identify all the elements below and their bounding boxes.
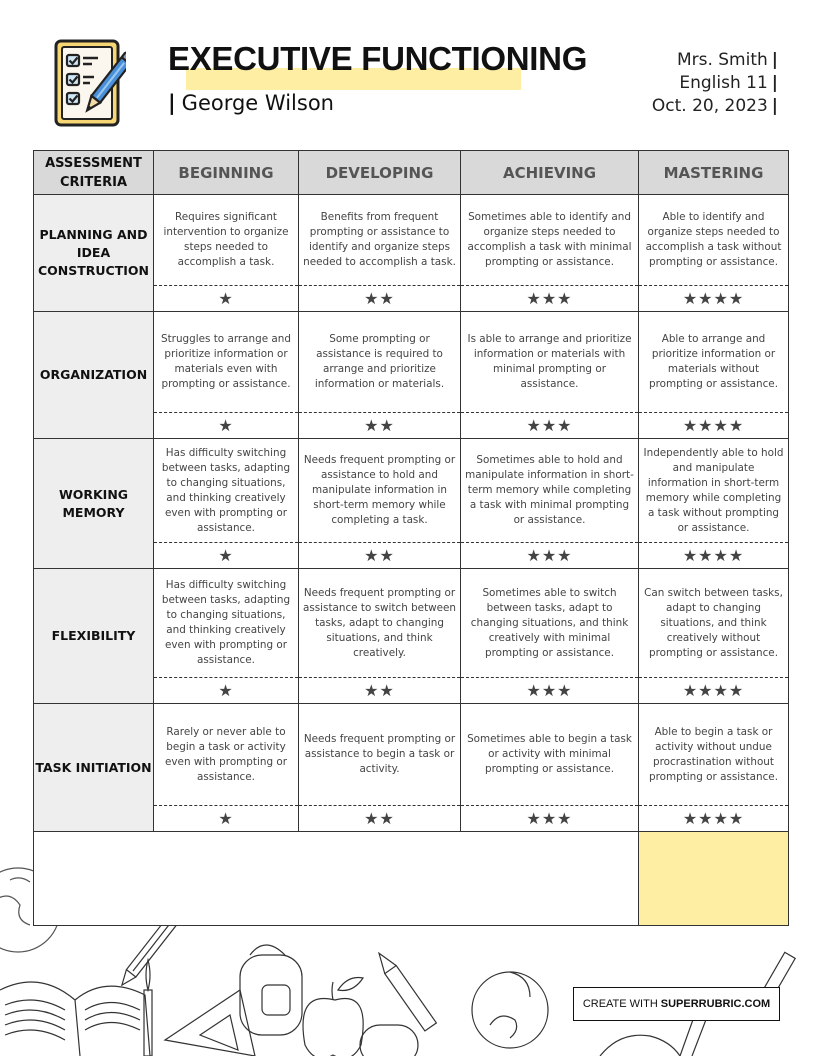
criterion-task-initiation: TASK INITIATION — [34, 704, 154, 832]
backpack-icon — [360, 1025, 418, 1056]
star-rating-4[interactable]: ★★★★ — [639, 413, 789, 439]
level-description[interactable]: Independently able to hold and manipulate information in short-term memory while completing a task without prompting or assistance. — [639, 439, 789, 543]
level-description[interactable]: Sometimes able to switch between tasks, adapt to changing situations, and think creatively with minimal prompting or assistance. — [461, 569, 639, 678]
column-header-developing: DEVELOPING — [299, 151, 461, 195]
level-description[interactable]: Struggles to arrange and prioritize information or materials even with prompting or assistance. — [154, 312, 299, 413]
rubric-header-row — [34, 151, 789, 195]
star-rating-1[interactable]: ★ — [154, 678, 299, 704]
star-rating-1[interactable]: ★ — [154, 413, 299, 439]
star-rating-2[interactable]: ★★ — [299, 286, 461, 312]
level-description[interactable]: Rarely or never able to begin a task or activity even with prompting or assistance. — [154, 704, 299, 806]
level-description[interactable]: Benefits from frequent prompting or assistance to identify and organize steps needed to accomplish a task. — [299, 195, 461, 286]
course-line — [652, 72, 778, 95]
star-rating-3[interactable]: ★★★ — [461, 678, 639, 704]
column-header-mastering: MASTERING — [639, 151, 789, 195]
star-rating-3[interactable]: ★★★ — [461, 806, 639, 832]
level-description[interactable]: Sometimes able to identify and organize steps needed to accomplish a task with minimal prompting or assistance. — [461, 195, 639, 286]
book-icon — [0, 982, 150, 1056]
column-header-achieving: ACHIEVING — [461, 151, 639, 195]
column-header-beginning: BEGINNING — [154, 151, 299, 195]
star-rating-2[interactable]: ★★ — [299, 806, 461, 832]
page-title: EXECUTIVE FUNCTIONING — [168, 40, 588, 77]
star-rating-4[interactable]: ★★★★ — [639, 678, 789, 704]
star-rating-1[interactable]: ★ — [154, 543, 299, 569]
student-name-line — [168, 91, 334, 115]
teacher-name: Mrs. Smith — [676, 50, 768, 70]
set-square-icon — [165, 990, 255, 1056]
table-row — [34, 195, 789, 286]
level-description[interactable]: Has difficulty switching between tasks, adapting to changing situations, and thinking creatively even with prompting or assistance. — [154, 569, 299, 678]
level-description[interactable]: Sometimes able to begin a task or activity with minimal prompting or assistance. — [461, 704, 639, 806]
star-rating-2[interactable]: ★★ — [299, 678, 461, 704]
level-description[interactable]: Able to identify and organize steps needed to accomplish a task without prompting or assistance. — [639, 195, 789, 286]
teacher-line — [652, 49, 778, 72]
date-line — [652, 95, 778, 118]
comments-area[interactable] — [34, 832, 639, 926]
star-rating-3[interactable]: ★★★ — [461, 543, 639, 569]
checklist-logo-icon — [54, 39, 126, 127]
apple-icon — [303, 978, 363, 1056]
total-score-cell[interactable] — [639, 832, 789, 926]
star-rating-4[interactable]: ★★★★ — [639, 286, 789, 312]
student-name: George Wilson — [181, 91, 334, 115]
star-rating-4[interactable]: ★★★★ — [639, 806, 789, 832]
backpack-icon — [240, 945, 302, 1035]
star-rating-3[interactable]: ★★★ — [461, 286, 639, 312]
separator: | — [771, 73, 778, 93]
level-description[interactable]: Requires significant intervention to organize steps needed to accomplish a task. — [154, 195, 299, 286]
criterion-planning: PLANNING AND IDEA CONSTRUCTION — [34, 195, 154, 312]
level-description[interactable]: Needs frequent prompting or assistance to hold and manipulate information in short-term memory while completing a task. — [299, 439, 461, 543]
level-description[interactable]: Needs frequent prompting or assistance to begin a task or activity. — [299, 704, 461, 806]
rubric-table — [33, 150, 789, 926]
book-icon — [600, 1035, 680, 1056]
star-rating-1[interactable]: ★ — [154, 286, 299, 312]
credit-brand: SUPERRUBRIC.COM — [660, 998, 771, 1010]
separator: | — [168, 91, 176, 115]
level-description[interactable]: Able to arrange and prioritize information or materials without prompting or assistance. — [639, 312, 789, 413]
paintbrush-icon — [144, 960, 152, 1056]
separator: | — [771, 50, 778, 70]
table-row — [34, 439, 789, 543]
superrubric-credit-link[interactable] — [573, 987, 780, 1021]
table-row — [34, 312, 789, 413]
level-description[interactable]: Is able to arrange and prioritize information or materials with minimal prompting or assistance. — [461, 312, 639, 413]
level-description[interactable]: Able to begin a task or activity without undue procrastination without prompting or assistance. — [639, 704, 789, 806]
header-meta — [652, 49, 778, 118]
pencil-icon — [373, 949, 436, 1031]
star-rating-2[interactable]: ★★ — [299, 413, 461, 439]
criterion-working-memory: WORKING MEMORY — [34, 439, 154, 569]
column-header-criteria: ASSESSMENT CRITERIA — [34, 151, 154, 195]
star-rating-3[interactable]: ★★★ — [461, 413, 639, 439]
assessment-date: Oct. 20, 2023 — [651, 96, 768, 116]
level-description[interactable]: Has difficulty switching between tasks, adapting to changing situations, and thinking creatively even with prompting or assistance. — [154, 439, 299, 543]
level-description[interactable]: Can switch between tasks, adapt to changing situations, and think creatively without prompting or assistance. — [639, 569, 789, 678]
table-row — [34, 569, 789, 678]
criterion-organization: ORGANIZATION — [34, 312, 154, 439]
comments-row — [34, 832, 789, 926]
credit-prefix: CREATE WITH — [582, 998, 658, 1010]
star-rating-1[interactable]: ★ — [154, 806, 299, 832]
separator: | — [771, 96, 778, 116]
star-rating-4[interactable]: ★★★★ — [639, 543, 789, 569]
criterion-flexibility: FLEXIBILITY — [34, 569, 154, 704]
level-description[interactable]: Needs frequent prompting or assistance to switch between tasks, adapt to changing situations, and think creatively. — [299, 569, 461, 678]
level-description[interactable]: Some prompting or assistance is required to arrange and prioritize information or materials. — [299, 312, 461, 413]
globe-icon — [472, 972, 548, 1048]
table-row — [34, 704, 789, 806]
level-description[interactable]: Sometimes able to hold and manipulate information in short-term memory while completing a task with minimal prompting or assistance. — [461, 439, 639, 543]
course-name: English 11 — [679, 73, 768, 93]
star-rating-2[interactable]: ★★ — [299, 543, 461, 569]
